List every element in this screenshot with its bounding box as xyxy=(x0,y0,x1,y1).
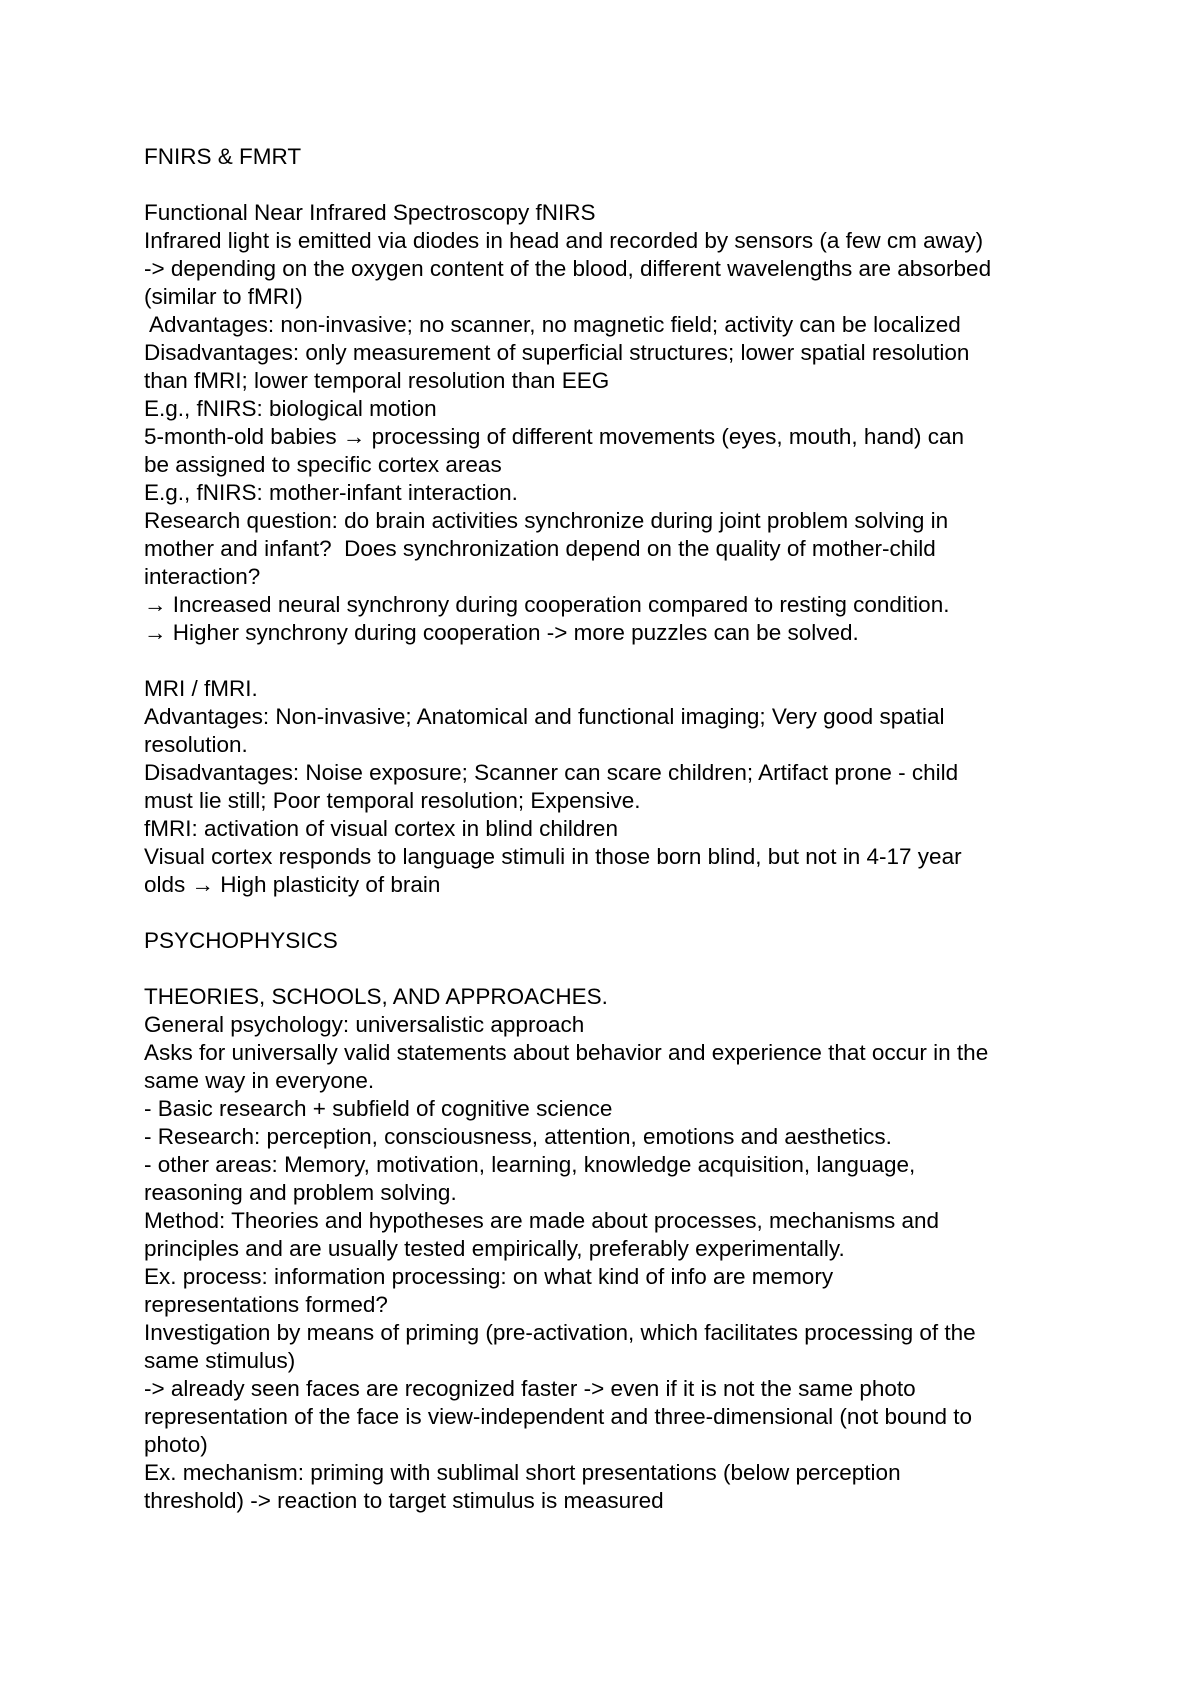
text-line: representation of the face is view-independent and three-dimensional (not bound to xyxy=(144,1404,973,1429)
text-line: Asks for universally valid statements about behavior and experience that occur in the xyxy=(144,1040,989,1065)
text-line: → Higher synchrony during cooperation -> more puzzles can be solved. xyxy=(144,620,859,645)
text-line: interaction? xyxy=(144,564,261,589)
text-line: than fMRI; lower temporal resolution than EEG xyxy=(144,368,610,393)
text-line: threshold) -> reaction to target stimulus is measured xyxy=(144,1488,664,1513)
text-line: Ex. process: information processing: on what kind of info are memory xyxy=(144,1264,834,1289)
text-line: same way in everyone. xyxy=(144,1068,375,1093)
text-line: E.g., fNIRS: biological motion xyxy=(144,396,437,421)
text-line: - other areas: Memory, motivation, learning, knowledge acquisition, language, xyxy=(144,1152,916,1177)
text-line: mother and infant? Does synchronization depend on the quality of mother-child xyxy=(144,536,936,561)
text-line: principles and are usually tested empirically, preferably experimentally. xyxy=(144,1236,845,1261)
text-line: 5-month-old babies → processing of different movements (eyes, mouth, hand) can xyxy=(144,424,965,449)
text-line: must lie still; Poor temporal resolution; Expensive. xyxy=(144,788,641,813)
section-title: FNIRS & FMRT xyxy=(144,144,302,169)
blank-line xyxy=(144,955,1084,983)
section-title: MRI / fMRI. xyxy=(144,676,258,701)
text-line: Visual cortex responds to language stimuli in those born blind, but not in 4-17 year xyxy=(144,844,962,869)
section-mri xyxy=(144,675,1084,899)
text-line: Advantages: Non-invasive; Anatomical and functional imaging; Very good spatial xyxy=(144,704,945,729)
text-line: -> depending on the oxygen content of the blood, different wavelengths are absorbed xyxy=(144,256,992,281)
section-theories xyxy=(144,983,1084,1515)
text-line: Disadvantages: Noise exposure; Scanner can scare children; Artifact prone - child xyxy=(144,760,959,785)
text-line: - Research: perception, consciousness, attention, emotions and aesthetics. xyxy=(144,1124,892,1149)
text-line: Method: Theories and hypotheses are made about processes, mechanisms and xyxy=(144,1208,940,1233)
text-line: Advantages: non-invasive; no scanner, no magnetic field; activity can be localized xyxy=(144,312,961,337)
text-line: resolution. xyxy=(144,732,248,757)
text-line: Investigation by means of priming (pre-activation, which facilitates processing of the xyxy=(144,1320,976,1345)
text-line: -> already seen faces are recognized faster -> even if it is not the same photo xyxy=(144,1376,916,1401)
blank-line xyxy=(144,171,1084,199)
text-line: same stimulus) xyxy=(144,1348,296,1373)
text-line: representations formed? xyxy=(144,1292,388,1317)
section-fnirs xyxy=(144,143,1084,647)
text-line: reasoning and problem solving. xyxy=(144,1180,457,1205)
text-line: Research question: do brain activities synchronize during joint problem solving in xyxy=(144,508,949,533)
text-line: be assigned to specific cortex areas xyxy=(144,452,502,477)
text-line: Disadvantages: only measurement of superficial structures; lower spatial resolution xyxy=(144,340,970,365)
text-line: General psychology: universalistic approach xyxy=(144,1012,585,1037)
blank-line xyxy=(144,899,1084,927)
text-line: → Increased neural synchrony during cooperation compared to resting condition. xyxy=(144,592,950,617)
blank-line xyxy=(144,647,1084,675)
section-psychophysics xyxy=(144,927,1084,955)
text-line: Functional Near Infrared Spectroscopy fNIRS xyxy=(144,200,596,225)
text-line: Infrared light is emitted via diodes in head and recorded by sensors (a few cm away) xyxy=(144,228,984,253)
text-line: E.g., fNIRS: mother-infant interaction. xyxy=(144,480,518,505)
text-line: photo) xyxy=(144,1432,208,1457)
section-title: THEORIES, SCHOOLS, AND APPROACHES. xyxy=(144,984,608,1009)
text-line: olds → High plasticity of brain xyxy=(144,872,441,897)
document-page xyxy=(144,143,1084,1515)
text-line: fMRI: activation of visual cortex in blind children xyxy=(144,816,618,841)
text-line: Ex. mechanism: priming with sublimal short presentations (below perception xyxy=(144,1460,901,1485)
text-line: (similar to fMRI) xyxy=(144,284,303,309)
text-line: - Basic research + subfield of cognitive science xyxy=(144,1096,613,1121)
section-title: PSYCHOPHYSICS xyxy=(144,928,338,953)
